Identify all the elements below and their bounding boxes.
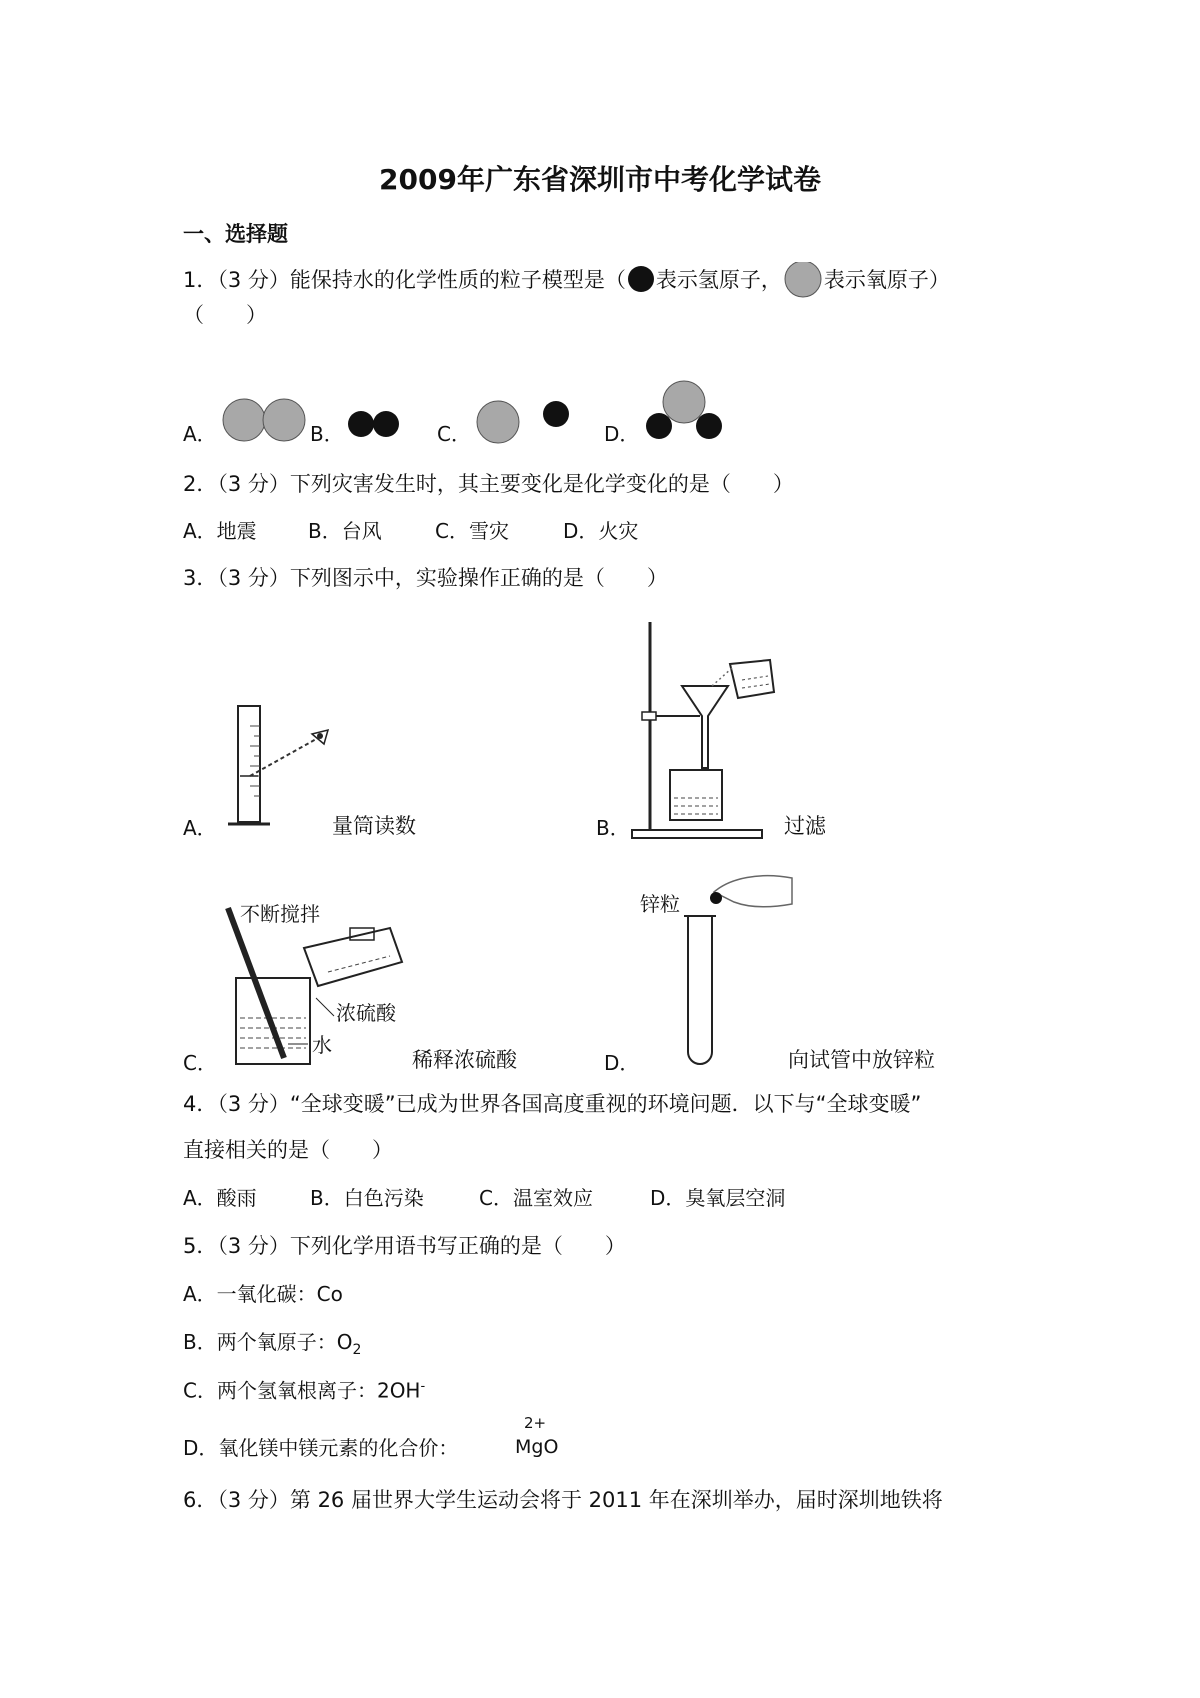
graduated-cylinder-icon[interactable]: [220, 696, 340, 836]
q5-option-d[interactable]: D．氧化镁中镁元素的化合价：: [183, 1436, 459, 1460]
q5-option-b-text: B．两个氧原子：O: [183, 1330, 353, 1354]
mgo-formula: MgO: [515, 1436, 559, 1458]
question-1-text-mid: 表示氢原子，: [655, 268, 782, 292]
q5-option-b[interactable]: [183, 1332, 361, 1357]
section-heading: 一、选择题: [183, 222, 288, 246]
question-1: [183, 262, 950, 300]
question-5: 5．（3 分）下列化学用语书写正确的是（ ）: [183, 1234, 626, 1258]
q4-option-a[interactable]: A．酸雨: [183, 1186, 257, 1210]
test-tube-zinc-icon[interactable]: [680, 868, 800, 1068]
q1-option-c-model-icon[interactable]: [474, 398, 574, 446]
label-stir: 不断搅拌: [240, 902, 320, 926]
q1-option-d-model-icon[interactable]: [640, 380, 730, 446]
question-4-line-2: 直接相关的是（ ）: [183, 1138, 393, 1162]
q1-option-b-model-icon[interactable]: [346, 408, 406, 440]
q4-option-b[interactable]: B．白色污染: [310, 1186, 424, 1210]
q2-option-a[interactable]: A．地震: [183, 519, 257, 543]
filtration-apparatus-icon[interactable]: [630, 620, 790, 842]
mgo-charge: 2+: [524, 1414, 547, 1432]
question-1-text-post: 表示氧原子）: [823, 268, 950, 292]
q4-option-d[interactable]: D．臭氧层空洞: [650, 1186, 786, 1210]
q3-caption-b: 过滤: [784, 814, 826, 838]
question-4-line-1: 4．（3 分）“全球变暖”已成为世界各国高度重视的环境问题．以下与“全球变暖”: [183, 1092, 922, 1116]
q1-option-c-label: C．: [437, 422, 471, 446]
q1-option-b-label: B．: [310, 422, 344, 446]
q4-option-c[interactable]: C．温室效应: [479, 1186, 593, 1210]
q3-option-d-label: D．: [604, 1051, 640, 1075]
q1-option-a-model-icon[interactable]: [220, 396, 310, 444]
q5-option-c-superscript: -: [420, 1379, 426, 1394]
q1-option-a-label: A．: [183, 422, 217, 446]
q3-caption-d: 向试管中放锌粒: [788, 1048, 935, 1072]
question-1-text-pre: 1．（3 分）能保持水的化学性质的粒子模型是（: [183, 268, 626, 292]
question-6: 6．（3 分）第 26 届世界大学生运动会将于 2011 年在深圳举办，届时深圳地铁将: [183, 1488, 943, 1512]
question-1-blank: （ ）: [183, 303, 267, 327]
q5-option-c[interactable]: [183, 1380, 425, 1401]
question-2: 2．（3 分）下列灾害发生时，其主要变化是化学变化的是（ ）: [183, 472, 794, 496]
hydrogen-atom-icon: [626, 266, 656, 296]
q5-option-c-text: C．两个氢氧根离子：2OH: [183, 1378, 421, 1403]
label-zinc: 锌粒: [640, 892, 680, 916]
q5-option-a[interactable]: A．一氧化碳：Co: [183, 1282, 343, 1306]
label-acid: 浓硫酸: [336, 1001, 396, 1025]
label-water: 水: [312, 1033, 332, 1057]
q3-caption-c: 稀释浓硫酸: [412, 1048, 517, 1072]
q5-option-b-subscript: 2: [352, 1342, 362, 1358]
q3-option-b-label: B．: [596, 816, 630, 840]
q3-option-a-label: A．: [183, 816, 217, 840]
q2-option-d[interactable]: D．火灾: [563, 519, 639, 543]
oxygen-atom-icon: [782, 262, 824, 300]
question-3: 3．（3 分）下列图示中，实验操作正确的是（ ）: [183, 566, 668, 590]
q2-option-c[interactable]: C．雪灾: [435, 519, 509, 543]
q2-option-b[interactable]: B．台风: [308, 519, 382, 543]
q1-option-d-label: D．: [604, 422, 640, 446]
page-title: 2009年广东省深圳市中考化学试卷: [379, 163, 821, 196]
q3-option-c-label: C．: [183, 1051, 217, 1075]
q3-caption-a: 量筒读数: [332, 814, 416, 838]
